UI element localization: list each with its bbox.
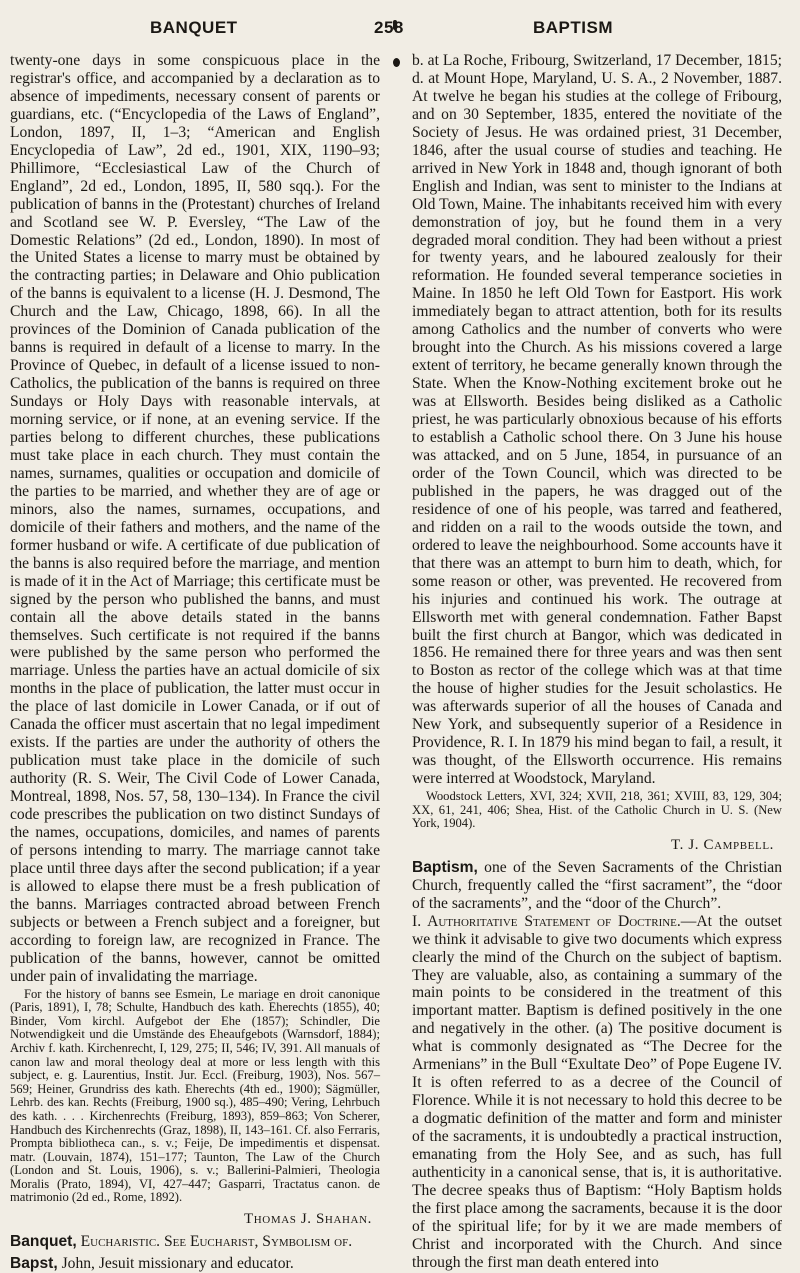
- right-column: [412, 52, 782, 1272]
- header-right-title: BAPTISM: [533, 18, 613, 37]
- left-column: [10, 52, 380, 1273]
- entry-headword: Baptism,: [412, 858, 478, 876]
- author-signature: T. J. Campbell.: [671, 836, 774, 853]
- section-heading: I. Authoritative Statement of Doctrine.: [412, 912, 681, 930]
- print-mark: [393, 58, 400, 67]
- entry-text: Eucharistic. See Eucharist, Symbolism of.: [80, 1233, 353, 1251]
- bibliography: Woodstock Letters, XVI, 324; XVII, 218, 361; XVIII, 83, 129, 304; XX, 61, 241, 406; Shea, Hist. of the Catholic Church in U. S. (New York, 1904).: [412, 789, 782, 831]
- author-signature: Thomas J. Shahan.: [244, 1211, 372, 1228]
- entry-text: John, Jesuit missionary and educator.: [61, 1254, 294, 1272]
- banns-article-paragraph: twenty-one days in some conspicuous place in the registrar's office, and accompanied by a declaration as to absence of impediments, necessary consent of parents or guardians, etc. (“Encyclopedia of the Laws of England”, London, 1897, II, 1–3; “American and English Encyclopedia of Law”, 2d ed., 1901, XIX, 1190–93; Phillimore, “Ecclesiastical Law of the Church of England”, 2d ed., London, 1895, II, 580 sqq.). For the publication of banns in the (Protestant) churches of Ireland and Scotland see W. P. Eversley, “The Law of the Domestic Relations” (2d ed., London, 1890). In most of the United States a license to marry must be obtained by the contracting parties; in Delaware and Ohio publication of the banns is equivalent to a license (H. J. Desmond, The Church and the Law, Chicago, 1898, 66). In all the provinces of the Dominion of Canada publication of the banns is required in default of a license to marry. In the Province of Quebec, in default of a license issued to non-Catholics, the publication of the banns is required on three Sundays or Holy Days with reasonable intervals, at morning service, or if none, at an evening service. If the parties belong to different churches, these publications must take place in each church. They must contain the names, surnames, qualities or occupation and domicile of the parties to be married, and whether they are of age or minors, also the names, surnames, occupations, and domicile of their fathers and mothers, and the name of the former husband or wife. A certificate of due publication of the banns is also required before the marriage, and mention is made of it in the Act of Marriage; this certificate must be signed by the person who published the banns, and must contain all the above details stated in the banns themselves. Such certificate is not required if the banns were published by the same person who performed the marriage. Unless the parties have an actual domicile of six months in the place of publication, the latter must occur in the place of last domicile in Lower Canada, or if out of Canada the officer must ascertain that no legal impediment exists. If the parties are under the authority of others the publication must take place in the domicile of such authority (R. S. Weir, The Civil Code of Lower Canada, Montreal, 1898, Nos. 57, 58, 130–134). In France the civil code prescribes the publication on two distinct Sundays of the names, occupations, domiciles, and names of parents of persons intending to marry. The marriage cannot take place until three days after the second publication; if a year is allowed to elapse there must be a fresh publication of the banns. Marriages contracted abroad between French subjects or between a French subject and a foreigner, but according to foreign law, are recognized in France. The publication of the banns, however, cannot be omitted under pain of invalidating the marriage.: [10, 52, 380, 985]
- bibliography: For the history of banns see Esmein, Le mariage en droit canonique (Paris, 1891), I, 78; Schulte, Handbuch des kath. Eherechts (1855), 40; Binder, Vom kirchl. Aufgebot der Ehe (1857); Schindler, Die Notwendigkeit und die Umstände des Eheaufgebots (Warnsdorf, 1884); Archiv f. kath. Kirchenrecht, I, 129, 275; II, 546; IV, 391. All manuals of canon law and moral theology deal at more or less length with this subject, e. g. Laurentius, Instit. Jur. Eccl. (Freiburg, 1903), Nos. 567–569; Heiner, Grundriss des kath. Eherechts (4th ed., 1900); Sägmüller, Lehrb. des kan. Rechts (Freiburg, 1900 sq.), 485–490; Vering, Lehrbuch des kath. . . . Kirchenrechts (Freiburg, 1893), 859–863; Von Scherer, Handbuch des Kirchenrechts (Graz, 1898), II, 143–161. Cf. also Ferraris, Prompta bibliotheca can., s. v.; Feije, De impedimentis et dispensat. matr. (Louvain, 1874), 151–177; Taunton, The Law of the Church (London and St. Louis, 1906), s. v.; Ballerini-Palmieri, Theologia Moralis (Prato, 1894), VI, 427–447; Gasparri, Tractatus canon. de matrimonio (2d ed., Rome, 1892).: [10, 986, 380, 1205]
- running-header: [0, 18, 800, 40]
- entry-bapst: [10, 1255, 380, 1273]
- entry-headword: Banquet,: [10, 1233, 77, 1251]
- entry-text: one of the Seven Sacraments of the Christian Church, frequently called the “first sacrament”, the “door of the sacraments”, and the “door of the Church”.: [412, 858, 782, 912]
- section-paragraph: —At the outset we think it advisable to give two documents which express clearly the mind of the Church on the subject of baptism. They are valuable, also, as containing a summary of the main points to be considered in the treatment of this important matter. Baptism is defined positively in the one and negatively in the other. (a) The positive document is what is commonly designated as “The Decree for the Armenians” in the Bull “Exultate Deo” of Pope Eugene IV. It is often referred to as a decree of the Council of Florence. While it is not necessary to hold this decree to be a dogmatic definition of the matter and form and minister of the sacraments, it is undoubtedly a practical instruction, emanating from the Holy See, and as such, has full authenticity in a canonical sense, that is, it is authoritative. The decree speaks thus of Baptism: “Holy Baptism holds the first place among the sacraments, because it is the door of the spiritual life; for by it we are made members of Christ and incorporated with the Church. And since through the first man death entered into: [412, 912, 782, 1271]
- entry-baptism: [412, 859, 782, 1272]
- page-number: 258: [374, 18, 404, 37]
- header-left-title: BANQUET: [150, 18, 238, 37]
- entry-headword: Bapst,: [10, 1254, 58, 1272]
- bapst-article-paragraph: b. at La Roche, Fribourg, Switzerland, 17 December, 1815; d. at Mount Hope, Maryland, U. S. A., 2 November, 1887. At twelve he began his studies at the college of Fribourg, and on 30 September, 1835, entered the novitiate of the Society of Jesus. He was ordained priest, 31 December, 1846, after the usual course of studies and teaching. He arrived in New York in 1848 and, though ignorant of both English and Indian, was sent to minister to the Indians at Old Town, Maine. The inhabitants received him with every demonstration of joy, but he found them in a very degraded moral condition. They had been without a priest for twenty years, and he laboured zealously for their reformation. He founded several temperance societies in Maine. In 1850 he left Old Town for Eastport. His work immediately began to attract attention, both for its results among Catholics and the number of converts who were brought into the Church. As his missions covered a large extent of territory, he became generally known through the State. When the Know-Nothing excitement broke out he was at Ellsworth. Besides being disliked as a Catholic priest, he was particularly obnoxious because of his efforts to establish a Catholic school there. On 3 June his house was attacked, and on 5 June, 1854, in pursuance of an order of the Town Council, which was directed to be published in the papers, he was dragged out of the residence of one of his people, was tarred and feathered, and ridden on a rail to the woods outside the town, and ordered to leave the neighbourhood. Some accounts have it that there was an attempt to burn him to death, which, for some reason or other, was prevented. He recovered from his injuries and continued his work. The outrage at Ellsworth met with general condemnation. Father Bapst built the first church at Bangor, which was dedicated in 1856. He remained there for three years and was then sent to Boston as rector of the college which was at that time the house of higher studies for the Jesuit scholastics. He was afterwards superior of all the houses of Canada and New York, and subsequently superior of a Residence in Providence, R. I. In 1879 his mind began to fail, a result, it was thought, of the Ellsworth occurrence. His remains were interred at Woodstock, Maryland.: [412, 52, 782, 788]
